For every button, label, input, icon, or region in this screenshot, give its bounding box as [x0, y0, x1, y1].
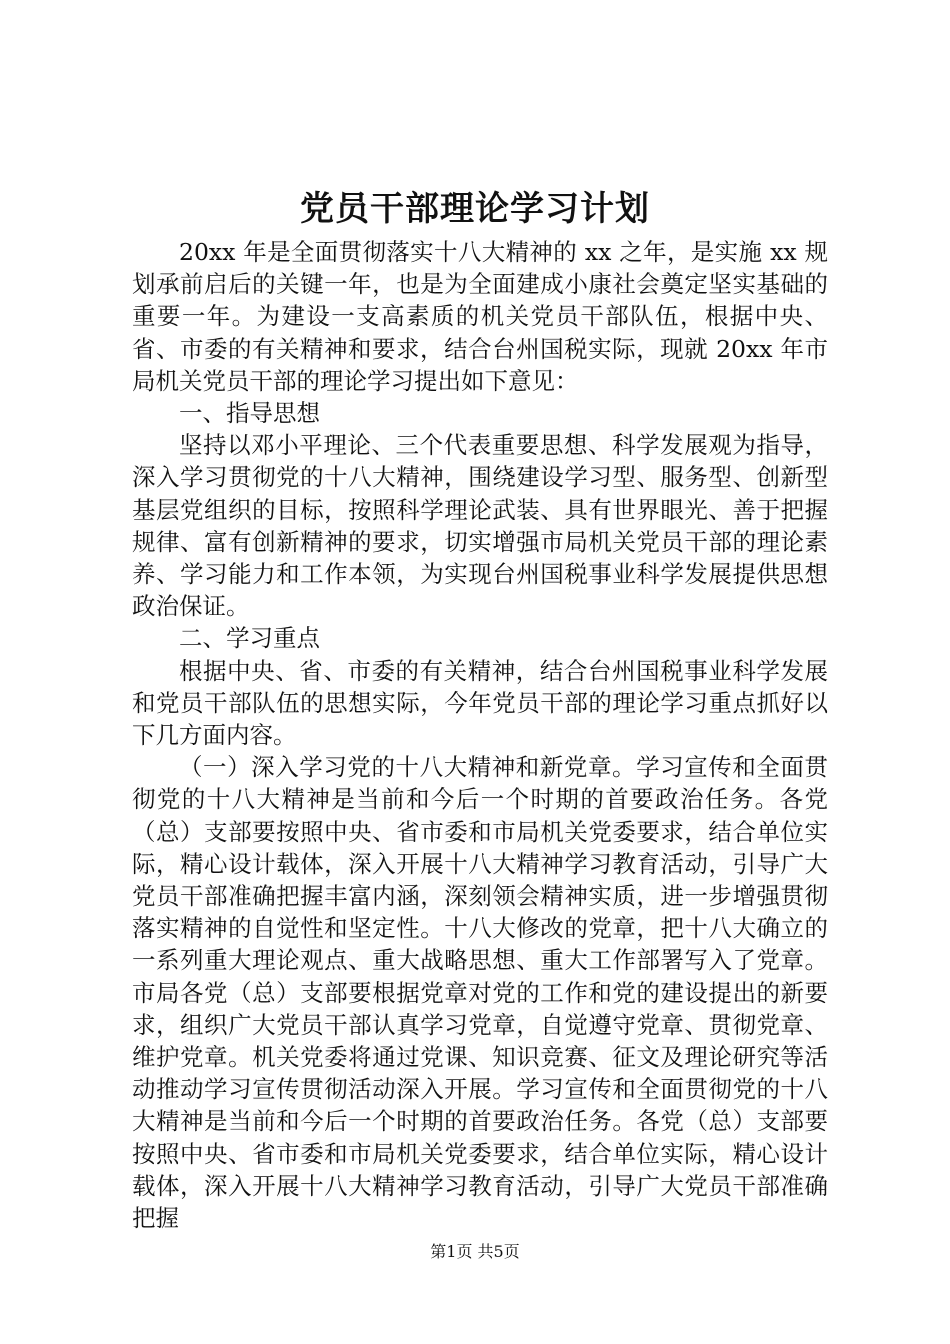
- document-body: [132, 236, 828, 1234]
- paragraph-intro: 20xx 年是全面贯彻落实十八大精神的 xx 之年，是实施 xx 规划承前启后的关键一年，也是为全面建成小康社会奠定坚实基础的重要一年。为建设一支高素质的机关党员干部队伍，根据中央、省、市委的有关精神和要求，结合台州国税实际，现就 20xx 年市局机关党员干部的理论学习提出如下意见：: [132, 238, 828, 395]
- document-title: 党员干部理论学习计划: [300, 189, 650, 229]
- section-heading-guiding-thought: 一、指导思想: [179, 399, 320, 428]
- paragraph-guiding-thought: 坚持以邓小平理论、三个代表重要思想、科学发展观为指导，深入学习贯彻党的十八大精神，围绕建设学习型、服务型、创新型基层党组织的目标，按照科学理论武装、具有世界眼光、善于把握规律、富有创新精神的要求，切实增强市局机关党员干部的理论素养、学习能力和工作本领，为实现台州国税事业科学发展提供思想政治保证。: [132, 431, 828, 621]
- paragraph-item-one: （一）深入学习党的十八大精神和新党章。学习宣传和全面贯彻党的十八大精神是当前和今后一个时期的首要政治任务。各党（总）支部要按照中央、省市委和市局机关党委要求，结合单位实际，精心设计载体，深入开展十八大精神学习教育活动，引导广大党员干部准确把握丰富内涵，深刻领会精神实质，进一步增强贯彻落实精神的自觉性和坚定性。十八大修改的党章，把十八大确立的一系列重大理论观点、重大战略思想、重大工作部署写入了党章。市局各党（总）支部要根据党章对党的工作和党的建设提出的新要求，组织广大党员干部认真学习党章，自觉遵守党章、贯彻党章、维护党章。机关党委将通过党课、知识竞赛、征文及理论研究等活动推动学习宣传贯彻活动深入开展。学习宣传和全面贯彻党的十八大精神是当前和今后一个时期的首要政治任务。各党（总）支部要按照中央、省市委和市局机关党委要求，结合单位实际，精心设计载体，深入开展十八大精神学习教育活动，引导广大党员干部准确把握: [132, 753, 828, 1233]
- section-heading-study-focus: 二、学习重点: [179, 624, 320, 653]
- paragraph-study-focus: 根据中央、省、市委的有关精神，结合台州国税事业科学发展和党员干部队伍的思想实际，今年党员干部的理论学习重点抓好以下几方面内容。: [132, 656, 828, 750]
- page-footer: 第1页 共5页: [430, 1242, 520, 1261]
